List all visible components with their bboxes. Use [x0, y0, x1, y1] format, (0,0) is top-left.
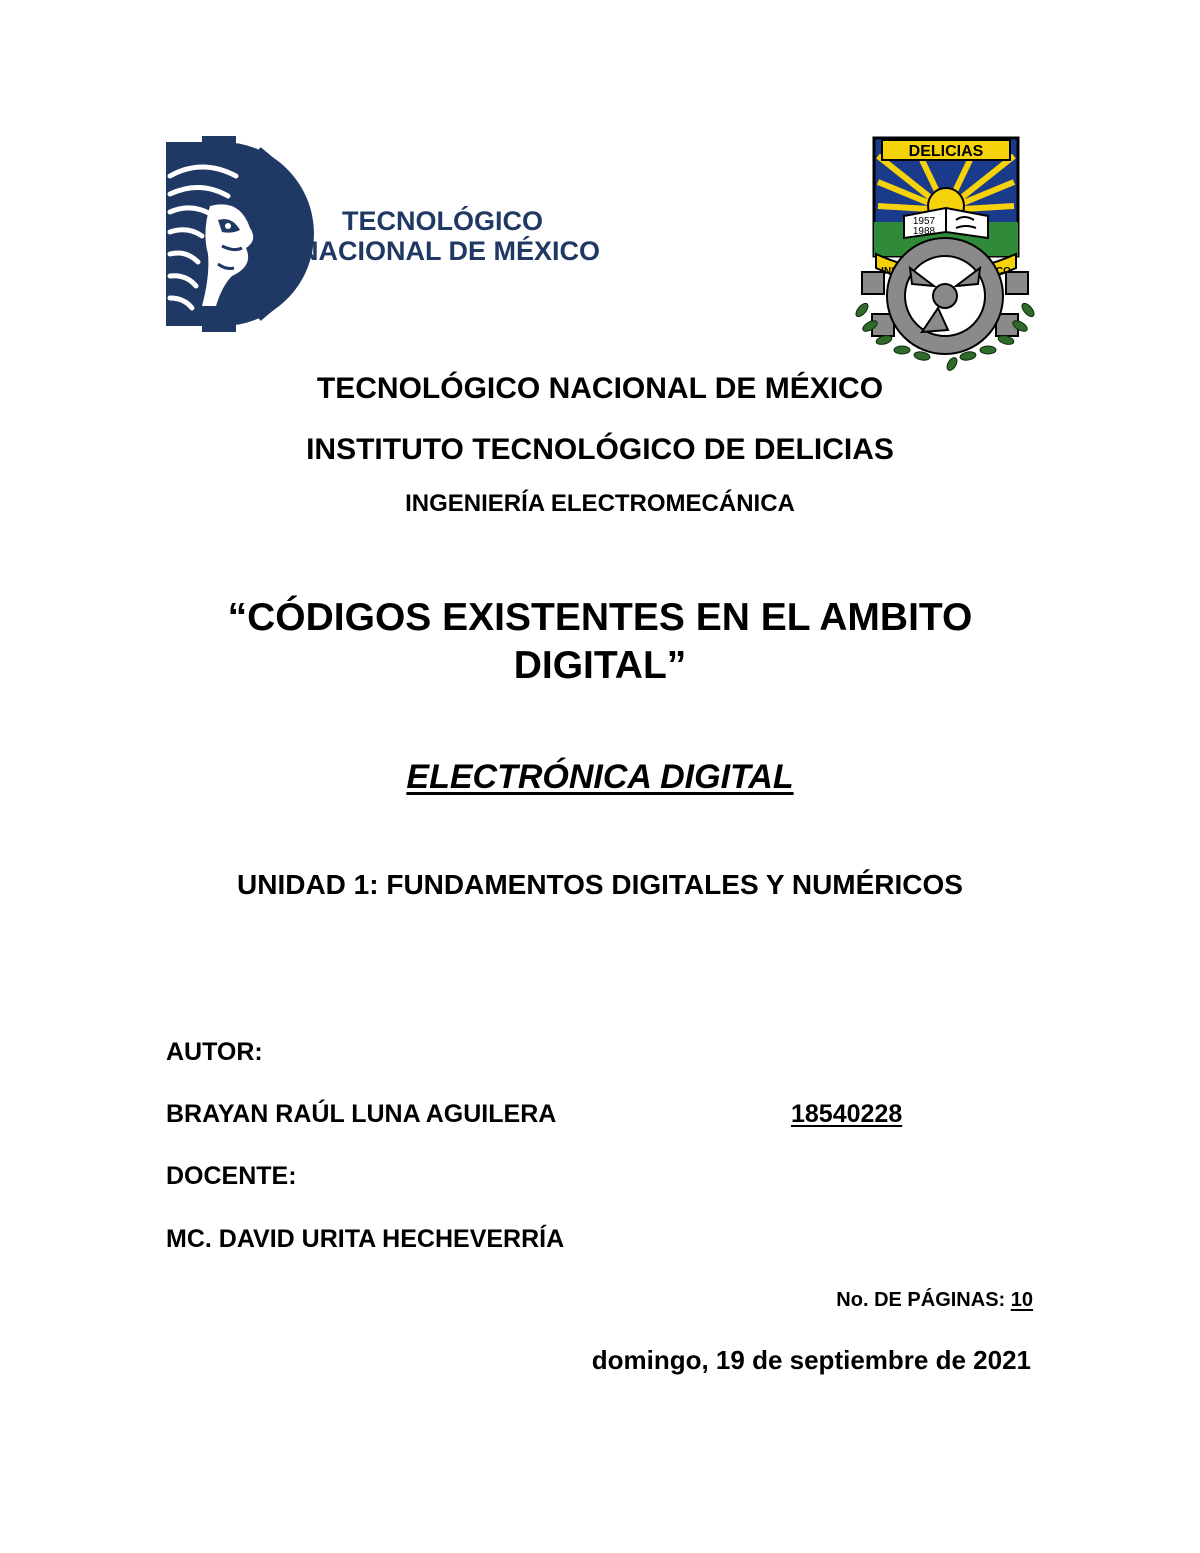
subject-heading: ELECTRÓNICA DIGITAL: [406, 758, 794, 796]
document-title: [0, 594, 1200, 690]
tecnm-logo: [162, 136, 601, 332]
teacher-name: MC. DAVID URITA HECHEVERRÍA: [166, 1225, 565, 1253]
crest-banner-text: DELICIAS: [908, 143, 984, 160]
tecnm-gear-eagle-icon: [162, 136, 601, 332]
document-title-line-1: “CÓDIGOS EXISTENTES EN EL AMBITO: [227, 596, 973, 639]
delicias-crest: [852, 136, 1038, 372]
tecnm-wordmark-line-2: NACIONAL DE MÉXICO: [299, 236, 601, 266]
page-count-value: 10: [1010, 1289, 1033, 1311]
document-title-line-2: DIGITAL”: [513, 644, 687, 687]
author-name: BRAYAN RAÚL LUNA AGUILERA: [166, 1100, 557, 1128]
teacher-label: DOCENTE:: [166, 1162, 297, 1190]
crest-year-1: 1957: [912, 216, 936, 227]
page-count-line: [836, 1289, 1033, 1312]
crest-year-2: 1988: [912, 226, 936, 237]
institution-national-heading: TECNOLÓGICO NACIONAL DE MÉXICO: [316, 372, 884, 405]
tecnm-wordmark-line-1: TECNOLÓGICO: [342, 206, 543, 236]
document-date: domingo, 19 de septiembre de 2021: [591, 1345, 1031, 1375]
unit-heading: UNIDAD 1: FUNDAMENTOS DIGITALES Y NUMÉRICOS: [237, 869, 963, 900]
page-count-label: No. DE PÁGINAS:: [836, 1289, 1011, 1311]
career-heading: INGENIERÍA ELECTROMECÁNICA: [405, 490, 795, 517]
institution-institute-heading: INSTITUTO TECNOLÓGICO DE DELICIAS: [306, 433, 894, 466]
delicias-crest-icon: [852, 136, 1038, 372]
author-student-id: 18540228: [791, 1100, 903, 1128]
author-label: AUTOR:: [166, 1038, 263, 1066]
